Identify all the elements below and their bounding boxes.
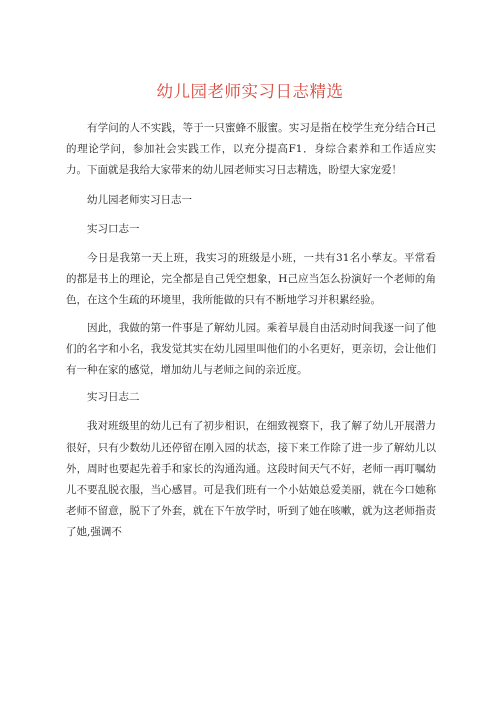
log1-paragraph-2: 因此，我做的第一件事是了解幼儿园。乘着早晨自由活动时间我逐一问了他们的名字和小名，我发觉其实在幼儿园里叫他们的小名更好，更亲切，会让他们有一种在家的感觉，增加幼儿与老师之间的亲近度。 xyxy=(66,321,436,377)
log-heading-2: 实习日志二 xyxy=(87,391,140,404)
document-body xyxy=(66,118,436,550)
log-heading-1: 实习口志一 xyxy=(87,222,140,235)
log1-paragraph-1: 今日是我第一天上班，我实习的班级是小班，一共有31名小孳友。平常看的都是书上的理论，完全都是自己凭空想象，H己应当怎么扮演好一个老师的角色，在这个生疏的环境里，我所能做的只有不断地学习并积累经验。 xyxy=(66,252,436,307)
log2-paragraph-1: 我对班级里的幼儿已有了初步相识，在细致视察下，我了解了幼儿开展潜力很好，只有少数幼儿还停留在刚入园的状态，接下来工作除了进一步了解幼儿以外，周时也要起先着手和家长的沟通沟通。这段时间天气不好，老师一再叮嘱幼儿不要乱脱衣服，当心感冒。可是我们班有一个小姑娘总爱美丽，就在今口她称老师不留意，脱下了外套，就在下午放学时，听到了她在咳嗽，就为这老师指责了她,强调不 xyxy=(66,420,436,539)
section-heading: 幼儿园老师实习日志一 xyxy=(87,193,192,206)
intro-paragraph: 有学问的人不实践，等于一只蜜蜂不服蜜。实习是指在校学生充分结合H己的理论学问，参加社会实践工作，以充分提高F1．身综合素养和工作适应实力。下面就是我给大家带来的幼儿园老师实习日志精选，盼望大家宠爱！ xyxy=(66,122,436,177)
document-title: 幼儿园老师实习日志精选 xyxy=(156,82,344,101)
